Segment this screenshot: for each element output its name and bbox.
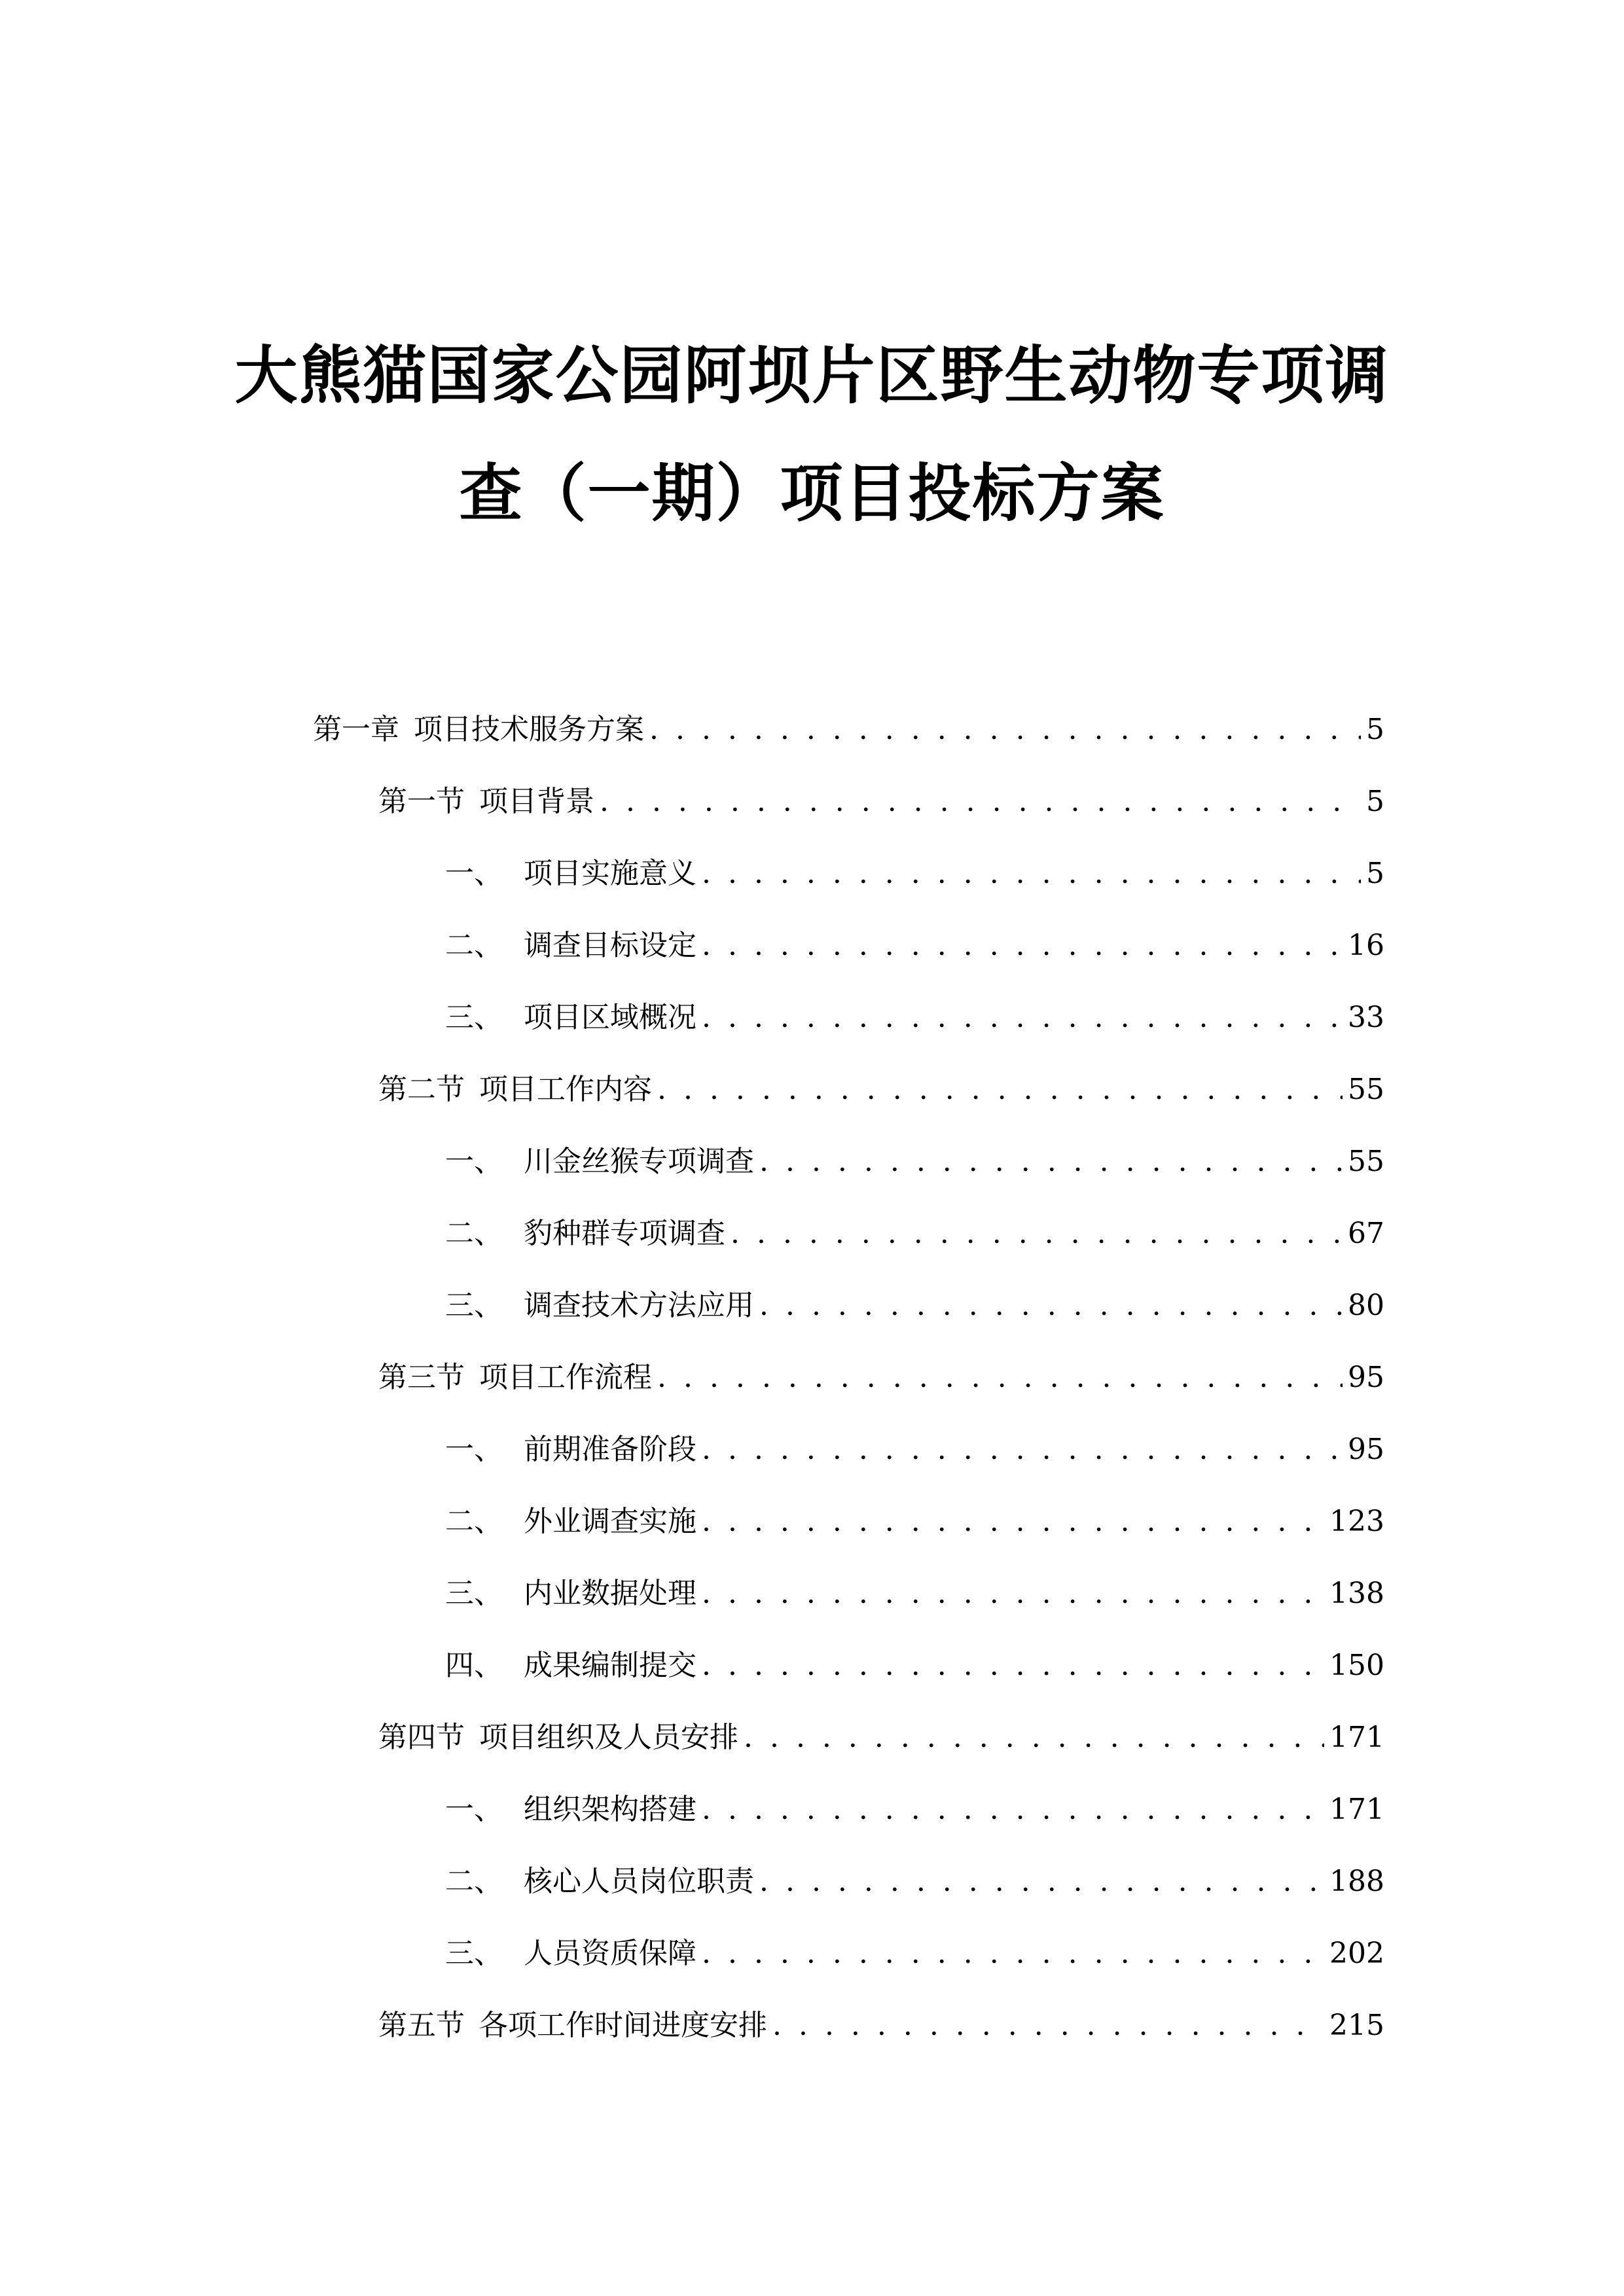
dot-leader: [657, 1067, 1343, 1113]
toc-entry-number: 第四节: [378, 1721, 465, 1754]
document-title-line-2: 查（一期）项目投标方案: [459, 457, 1165, 530]
dot-leader: [702, 923, 1343, 969]
toc-entry-number: 二、: [445, 1865, 503, 1898]
toc-entry-page: 171: [1329, 1793, 1384, 1826]
toc-entry-title: 前期准备阶段: [524, 1433, 696, 1466]
toc-entry-title: 各项工作时间进度安排: [479, 2009, 767, 2042]
toc-entry-title: 项目工作流程: [479, 1361, 652, 1394]
toc-entry-page: 5: [1366, 785, 1384, 818]
toc-entry[interactable]: [313, 707, 1384, 753]
toc-entry-title: 项目区域概况: [524, 1001, 696, 1034]
toc-entry-title: 项目实施意义: [524, 857, 696, 890]
document-title-line-1: 大熊猫国家公园阿坝片区野生动物专项调: [234, 339, 1390, 412]
dot-leader: [702, 1643, 1324, 1689]
dot-leader: [759, 1139, 1343, 1185]
toc-entry-title: 项目组织及人员安排: [479, 1721, 738, 1754]
toc-entry-title: 外业调查实施: [524, 1505, 696, 1538]
toc-entry-page: 123: [1329, 1505, 1384, 1538]
toc-entry[interactable]: [445, 1787, 1384, 1833]
toc-entry-title: 豹种群专项调查: [524, 1217, 725, 1250]
toc-entry-number: 三、: [445, 1001, 503, 1034]
toc-entry-number: 第三节: [378, 1361, 465, 1394]
toc-entry-number: 二、: [445, 1505, 503, 1538]
toc-entry-title: 调查目标设定: [524, 929, 696, 962]
dot-leader: [772, 2003, 1324, 2049]
toc-entry-page: 33: [1348, 1001, 1384, 1034]
toc-entry-title: 人员资质保障: [524, 1937, 696, 1970]
toc-entry-number: 二、: [445, 1217, 503, 1250]
toc-entry-number: 第二节: [378, 1073, 465, 1106]
dot-leader: [702, 995, 1343, 1041]
toc-entry-page: 138: [1329, 1577, 1384, 1610]
toc-entry-page: 55: [1348, 1073, 1384, 1106]
toc-entry[interactable]: [445, 1283, 1384, 1329]
toc-entry-page: 171: [1329, 1721, 1384, 1754]
toc-entry-title: 调查技术方法应用: [524, 1289, 754, 1322]
toc-entry-title: 项目背景: [479, 785, 594, 818]
toc-entry[interactable]: [445, 1211, 1384, 1257]
toc-entry-title: 川金丝猴专项调查: [524, 1145, 754, 1178]
toc-entry-number: 三、: [445, 1937, 503, 1970]
toc-entry[interactable]: [378, 1355, 1384, 1401]
toc-entry[interactable]: [445, 1643, 1384, 1689]
toc-entry-number: 一、: [445, 1433, 503, 1466]
toc-entry[interactable]: [378, 1715, 1384, 1761]
dot-leader: [744, 1715, 1324, 1761]
toc-entry[interactable]: [445, 923, 1384, 969]
toc-entry-page: 55: [1348, 1145, 1384, 1178]
toc-entry-title: 项目工作内容: [479, 1073, 652, 1106]
dot-leader: [702, 1787, 1324, 1833]
toc-entry[interactable]: [445, 1931, 1384, 1977]
toc-entry[interactable]: [445, 1571, 1384, 1617]
toc-entry-number: 三、: [445, 1577, 503, 1610]
toc-entry-page: 95: [1348, 1361, 1384, 1394]
toc-entry[interactable]: [378, 2003, 1384, 2049]
toc-entry[interactable]: [378, 1067, 1384, 1113]
toc-entry-title: 内业数据处理: [524, 1577, 696, 1610]
toc-entry[interactable]: [445, 1427, 1384, 1473]
toc-entry-title: 成果编制提交: [524, 1649, 696, 1682]
toc-entry-page: 215: [1329, 2009, 1384, 2042]
toc-entry-page: 16: [1348, 929, 1384, 962]
dot-leader: [759, 1859, 1324, 1905]
toc-entry-number: 一、: [445, 1793, 503, 1826]
toc-entry-page: 202: [1329, 1937, 1384, 1970]
dot-leader: [702, 1499, 1324, 1545]
toc-entry-page: 5: [1366, 857, 1384, 890]
dot-leader: [600, 779, 1361, 825]
toc-entry[interactable]: [445, 1499, 1384, 1545]
toc-entry-number: 二、: [445, 929, 503, 962]
dot-leader: [702, 1931, 1324, 1977]
toc-entry-number: 四、: [445, 1649, 503, 1682]
toc-entry-title: 项目技术服务方案: [414, 713, 644, 746]
dot-leader: [731, 1211, 1343, 1257]
toc-entry-number: 第五节: [378, 2009, 465, 2042]
toc-entry[interactable]: [378, 779, 1384, 825]
dot-leader: [657, 1355, 1343, 1401]
dot-leader: [649, 707, 1361, 753]
dot-leader: [702, 1571, 1324, 1617]
toc-entry-page: 80: [1348, 1289, 1384, 1322]
dot-leader: [702, 1427, 1343, 1473]
toc-entry[interactable]: [445, 995, 1384, 1041]
toc-entry[interactable]: [445, 1859, 1384, 1905]
toc-entry[interactable]: [445, 1139, 1384, 1185]
toc-entry[interactable]: [445, 851, 1384, 897]
toc-entry-number: 一、: [445, 857, 503, 890]
toc-entry-title: 核心人员岗位职责: [524, 1865, 754, 1898]
toc-entry-number: 三、: [445, 1289, 503, 1322]
toc-entry-number: 一、: [445, 1145, 503, 1178]
toc-entry-page: 95: [1348, 1433, 1384, 1466]
toc-entry-page: 150: [1329, 1649, 1384, 1682]
toc-entry-number: 第一节: [378, 785, 465, 818]
toc-entry-page: 67: [1348, 1217, 1384, 1250]
toc-entry-page: 5: [1366, 713, 1384, 746]
dot-leader: [702, 851, 1361, 897]
dot-leader: [759, 1283, 1343, 1329]
toc-entry-page: 188: [1329, 1865, 1384, 1898]
toc-entry-number: 第一章: [313, 713, 399, 746]
toc-entry-title: 组织架构搭建: [524, 1793, 696, 1826]
